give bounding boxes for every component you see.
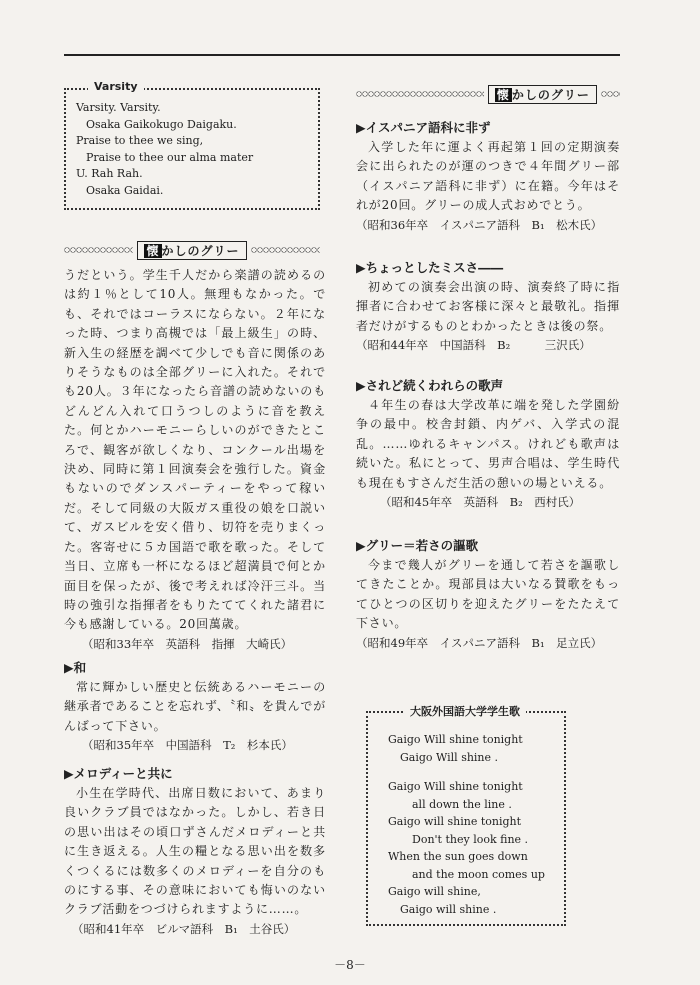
section-text: 入学した年に運よく再起第１回の定期演奏会に出られたのが運のつきで４年間グリー部（イスパニア語科に非ず）に在籍。今年はそれが20回。グリーの成人式おめでとう。 — [356, 140, 620, 213]
author-signature: （昭和35年卒 中国語科 T₂ 杉本氏） — [82, 738, 293, 753]
varsity-cheer-box — [64, 80, 320, 210]
song-line: Gaigo will shine . — [400, 902, 497, 916]
author-signature: （昭和36年卒 イスパニア語科 B₁ 松木氏） — [356, 217, 603, 232]
wave-ornament — [601, 90, 620, 98]
section-heading: ▶されど続くわれらの歌声 — [356, 378, 504, 393]
page-number: －8－ — [334, 958, 366, 972]
wave-ornament — [251, 246, 320, 254]
song-line: When the sun goes down — [388, 850, 528, 863]
section-hispania — [356, 118, 620, 235]
song-line: and the moon comes up — [412, 867, 545, 881]
banner-label-highlight: 懐 — [146, 243, 160, 258]
section-heading: ▶メロディーと共に — [64, 766, 173, 781]
section-mistake — [356, 258, 620, 355]
wave-ornament — [64, 246, 133, 254]
varsity-line: Praise to thee our alma mater — [86, 150, 254, 164]
varsity-line: Osaka Gaidai. — [86, 183, 164, 197]
author-signature: （昭和45年卒 英語科 B₂ 西村氏） — [380, 495, 581, 510]
song-line: all down the line . — [412, 797, 512, 811]
section-wa — [64, 658, 326, 755]
author-signature: （昭和44年卒 中国語科 B₂ 三沢氏） — [356, 338, 591, 353]
banner-label-text: かしのグリー — [161, 243, 240, 258]
varsity-line: Osaka Gaikokugo Daigaku. — [86, 117, 237, 131]
section-text: 今まで幾人がグリーを通して若さを謳歌してきたことか。現部員は大いなる賛歌をもってひとつの区切りを迎えたグリーをたたえて下さい。 — [356, 558, 620, 631]
varsity-line: U. Rah Rah. — [76, 167, 143, 180]
varsity-line: Varsity. Varsity. — [76, 101, 161, 114]
article-paragraph: うだという。学生千人だから楽譜の読めるのは約１％として10人。無理もなかった。でも、それではコーラスにならない。２年になった時、つまり高槻では「最上級生」の時、新入生の経歴を調べて少しでも音に関係のありそうなものは全部グリーに入れた。それでも20人。３年になったら音譜の読めないのもどんどん入れて口うつしのように音を教えた。何とかハーモニーらしいのができたところで、観客が欲しくなり、コンクール出場を決め、同時に第１回演奏会を強行した。資金もないのでダンスパーティーをやって稼いだ。そして同級の大阪ガス重役の娘を口説いて、ガスビルを安く借り、切符を売りまくった。客寄せに５カ国語で歌を歌った。そして当日、立席も一杯になるほど超満員で何とか面目を保ったが、後で考えれば冷汗三斗。当時の強引な指揮者をもりたててくれた諸君に今も感謝している。20回萬歳。 — [64, 268, 326, 632]
top-rule — [64, 54, 620, 56]
banner-label — [488, 85, 597, 104]
section-songs-continue — [356, 376, 620, 512]
song-line: Gaigo will shine tonight — [388, 815, 522, 828]
student-song-box — [366, 705, 566, 926]
section-text: 初めての演奏会出演の時、演奏終了時に指揮者に合わせてお客様に深々と最敬礼。指揮者だけがするものとわかったときは後の祭。 — [356, 280, 620, 333]
author-signature: （昭和33年卒 英語科 指揮 大崎氏） — [82, 636, 293, 651]
song-line: Gaigo Will shine tonight — [388, 780, 523, 793]
section-text: 小生在学時代、出席日数において、あまり良いクラブ員ではなかった。しかし、若き日の思い出はその頃口ずさんだメロディーと共に生き返える。人生の糧となる思い出を数多くつくるには数多くのメロディーを自分のものにする事、その意味においても悔いのないクラブ活動をつづけられますように……。 — [64, 786, 326, 917]
varsity-line: Praise to thee we sing, — [76, 134, 204, 147]
song-title: 大阪外国語大学学生歌 — [404, 703, 526, 719]
song-line: Don't they look fine . — [412, 832, 529, 846]
section-banner-left — [64, 240, 320, 260]
section-heading: ▶グリー＝若さの謳歌 — [356, 538, 479, 553]
author-signature: （昭和49年卒 イスパニア語科 B₁ 足立氏） — [356, 635, 603, 650]
section-glee-youth — [356, 536, 620, 653]
section-heading: ▶ちょっとしたミスさ―― — [356, 260, 504, 275]
section-banner-right — [356, 84, 620, 104]
author-signature: （昭和41年卒 ビルマ語科 B₁ 土谷氏） — [72, 921, 296, 936]
varsity-title: Varsity — [88, 80, 144, 93]
section-melody — [64, 764, 326, 939]
banner-label — [137, 241, 246, 260]
wave-ornament — [356, 90, 484, 98]
section-heading: ▶イスパニア語科に非ず — [356, 120, 491, 135]
song-line: Gaigo Will shine . — [400, 750, 499, 764]
banner-label-highlight: 懐 — [496, 87, 510, 102]
left-article — [64, 266, 326, 654]
section-text: 常に輝かしい歴史と伝統あるハーモニーの継承者であることを忘れず、〝和〟を貴んでがんばって下さい。 — [64, 680, 326, 733]
song-line: Gaigo will shine, — [388, 885, 481, 898]
section-text: ４年生の春は大学改革に端を発した学園紛争の最中。校舎封鎖、内ゲバ、入学式の混乱。……ゆれるキャンパス。けれども歌声は続いた。私にとって、男声合唱は、学生時代も現在もすさんだ生活の憩いの場といえる。 — [356, 398, 620, 490]
banner-label-text: かしのグリー — [511, 87, 590, 102]
song-line: Gaigo Will shine tonight — [388, 733, 523, 746]
section-heading: ▶和 — [64, 660, 87, 675]
